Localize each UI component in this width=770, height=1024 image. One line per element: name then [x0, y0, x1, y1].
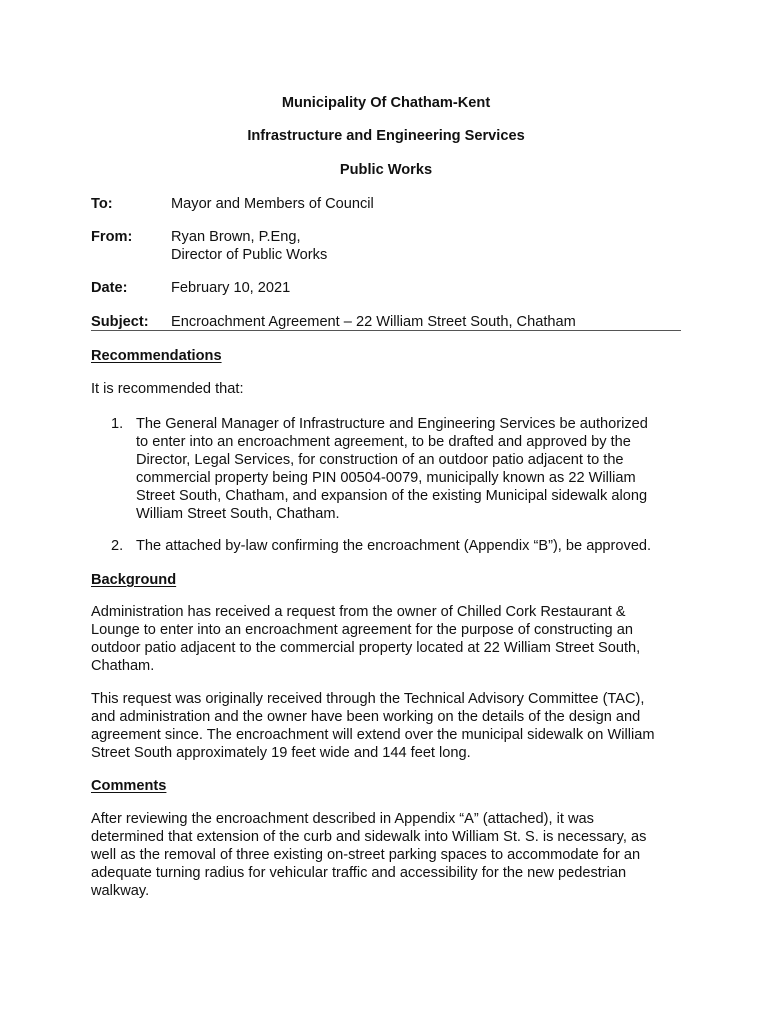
comments-paragraph [91, 810, 681, 900]
text-line: walkway. [91, 883, 150, 899]
list-number: 2. [111, 538, 124, 554]
text-line: agreement since. The encroachment will extend over the municipal sidewalk on William [91, 727, 655, 743]
background-heading: Background [91, 572, 177, 588]
text-line: adequate turning radius for vehicular traffic and accessibility for the new pedestrian [91, 865, 627, 881]
text-line: Lounge to enter into an encroachment agreement for the purpose of constructing an [91, 622, 633, 638]
text-line: Chatham. [91, 658, 155, 674]
text-line: Street South, Chatham, and expansion of the existing Municipal sidewalk along [136, 488, 648, 504]
background-paragraph [91, 690, 681, 762]
text-line: and administration and the owner have been working on the details of the design and [91, 709, 641, 725]
recommendations-intro: It is recommended that: [91, 381, 244, 397]
text-line: After reviewing the encroachment described in Appendix “A” (attached), it was [91, 811, 594, 827]
text-line: This request was originally received through the Technical Advisory Committee (TAC), [91, 691, 645, 707]
municipality-title: Municipality Of Chatham-Kent [281, 95, 491, 111]
recommendation-text [136, 537, 681, 555]
text-line: to enter into an encroachment agreement, to be drafted and approved by the [136, 434, 631, 450]
text-line: well as the removal of three existing on-street parking spaces to accommodate for an [91, 847, 641, 863]
text-line: The attached by-law confirming the encroachment (Appendix “B”), be approved. [136, 538, 652, 554]
text-line: The General Manager of Infrastructure and Engineering Services be authorized [136, 416, 648, 432]
department-title: Infrastructure and Engineering Services [247, 128, 525, 144]
list-number: 1. [111, 416, 124, 432]
from-name: Ryan Brown, P.Eng, [171, 229, 301, 245]
background-paragraph [91, 603, 681, 675]
date-value: February 10, 2021 [171, 280, 291, 296]
header-divider [91, 330, 681, 331]
division-title: Public Works [339, 162, 433, 178]
recommendation-text [136, 415, 681, 523]
text-line: Administration has received a request from the owner of Chilled Cork Restaurant & [91, 604, 626, 620]
comments-heading: Comments [91, 778, 167, 794]
from-title: Director of Public Works [171, 247, 328, 263]
subject-label: Subject: [91, 314, 149, 330]
subject-value: Encroachment Agreement – 22 William Street South, Chatham [171, 314, 576, 330]
to-label: To: [91, 196, 113, 212]
date-label: Date: [91, 280, 128, 296]
to-value: Mayor and Members of Council [171, 196, 374, 212]
recommendations-heading: Recommendations [91, 348, 222, 364]
text-line: determined that extension of the curb and sidewalk into William St. S. is necessary, as [91, 829, 647, 845]
text-line: William Street South, Chatham. [136, 506, 340, 522]
text-line: Director, Legal Services, for construction of an outdoor patio adjacent to the [136, 452, 624, 468]
text-line: outdoor patio adjacent to the commercial property located at 22 William Street South, [91, 640, 641, 656]
text-line: Street South approximately 19 feet wide and 144 feet long. [91, 745, 471, 761]
text-line: commercial property being PIN 00504-0079, municipally known as 22 William [136, 470, 636, 486]
from-label: From: [91, 229, 133, 245]
